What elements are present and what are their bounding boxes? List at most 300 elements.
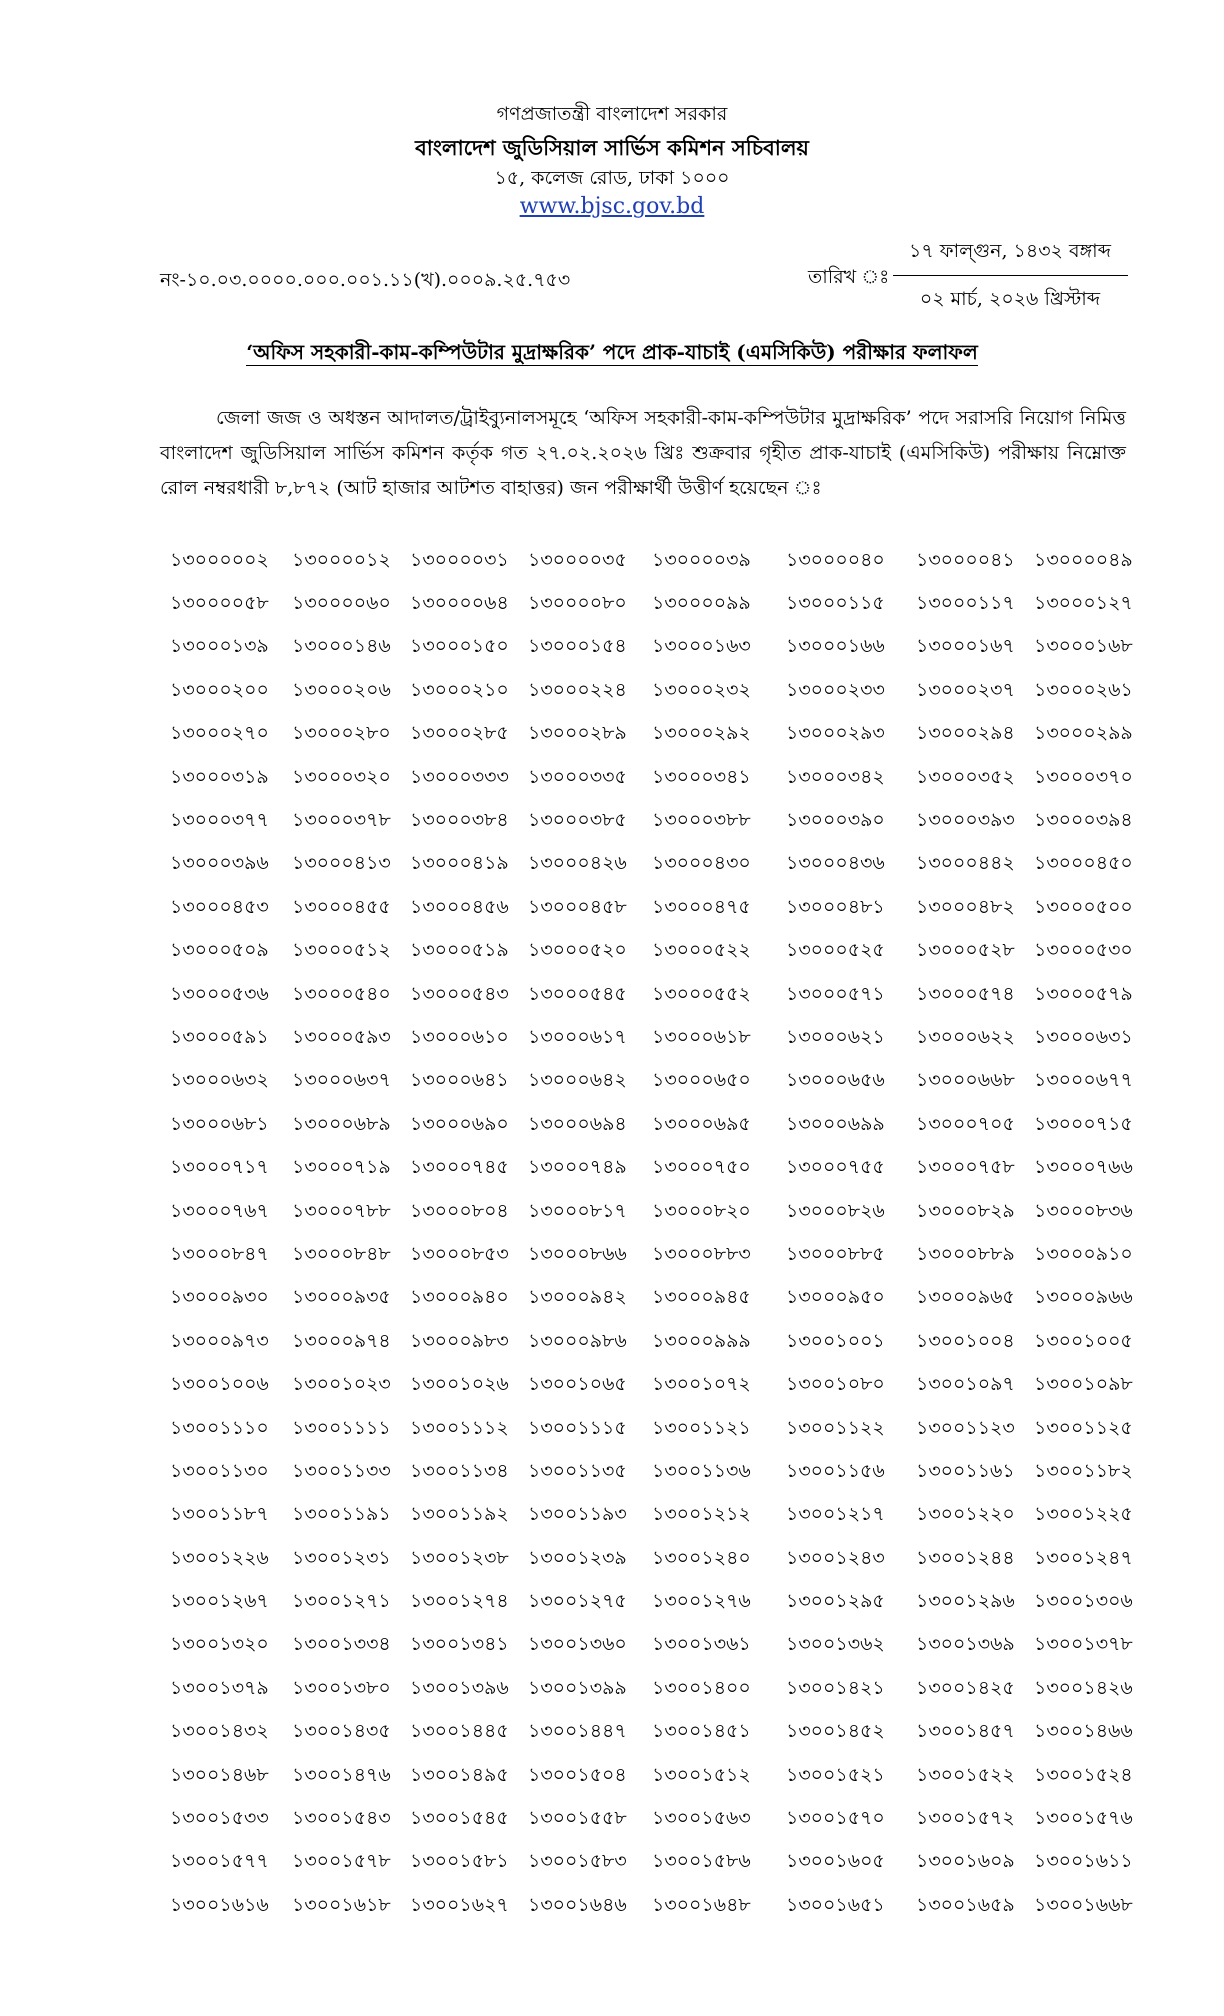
roll-number: ১৩০০১৫২২ — [916, 1763, 1015, 1786]
roll-number: ১৩০০০৩৪২ — [786, 765, 885, 788]
roll-number: ১৩০০১১২৫ — [1034, 1416, 1133, 1439]
roll-number: ১৩০০১৬২৭ — [410, 1893, 509, 1916]
roll-number: ১৩০০০২৭০ — [170, 722, 269, 745]
roll-number: ১৩০০১২৭৬ — [652, 1590, 751, 1613]
roll-number: ১৩০০০৬৯৯ — [786, 1112, 885, 1135]
roll-number: ১৩০০০২৩৭ — [916, 678, 1015, 701]
roll-number: ১৩০০০১৬৭ — [916, 635, 1015, 658]
roll-number: ১৩০০০৫৪০ — [292, 982, 391, 1005]
roll-number: ১৩০০০৭১৭ — [170, 1156, 269, 1179]
roll-number: ১৩০০০৮৮৯ — [916, 1242, 1015, 1265]
roll-row — [170, 800, 1133, 843]
roll-number: ১৩০০১৬১৬ — [170, 1893, 269, 1916]
roll-number: ১৩০০০১১৫ — [786, 592, 885, 615]
roll-number: ১৩০০১০৮০ — [786, 1373, 885, 1396]
roll-number: ১৩০০১২১২ — [652, 1503, 751, 1526]
roll-number: ১৩০০০৬৭৭ — [1034, 1069, 1133, 1092]
roll-number: ১৩০০০২৮৫ — [410, 722, 509, 745]
roll-number: ১৩০০১৩২০ — [170, 1633, 269, 1656]
roll-number: ১৩০০০৫৭৪ — [916, 982, 1015, 1005]
roll-number: ১৩০০০৪৩০ — [652, 852, 751, 875]
roll-number: ১৩০০১২৩১ — [292, 1546, 391, 1569]
roll-row — [170, 1147, 1133, 1190]
roll-number: ১৩০০১১৯৩ — [528, 1503, 627, 1526]
roll-row — [170, 1321, 1133, 1364]
roll-number: ১৩০০০৪৩৬ — [786, 852, 885, 875]
roll-row — [170, 714, 1133, 757]
roll-number: ১৩০০০৯৮৩ — [410, 1329, 509, 1352]
roll-number: ১৩০০০৮৩৬ — [1034, 1199, 1133, 1222]
roll-number: ১৩০০১৫৪৩ — [292, 1807, 391, 1830]
roll-row — [170, 540, 1133, 583]
roll-number: ১৩০০১০৭২ — [652, 1373, 751, 1396]
roll-number: ১৩০০০৩২০ — [292, 765, 391, 788]
intro-paragraph: জেলা জজ ও অধস্তন আদালত/ট্রাইব্যুনালসমূহে ‘অফিস সহকারী-কাম-কম্পিউটার মুদ্রাক্ষরিক’ পদে সরাসরি নিয়োগ নিমিত্ত বাংলাদেশ জুডিসিয়াল সার্ভিস কমিশন কর্তৃক গত ২৭.০২.২০২৬ খ্রিঃ শুক্রবার গৃহীত প্রাক-যাচাই (এমসিকিউ) পরীক্ষায় নিম্নোক্ত রোল নম্বরধারী ৮,৮৭২ (আট হাজার আটশত বাহাত্তর) জন পরীক্ষার্থী উত্তীর্ণ হয়েছেন ঃ — [160, 407, 1126, 499]
roll-number: ১৩০০১০২৬ — [410, 1373, 509, 1396]
roll-row — [170, 1625, 1133, 1668]
roll-number: ১৩০০০০৪৯ — [1034, 548, 1133, 571]
roll-number: ১৩০০০১৬৮ — [1034, 635, 1133, 658]
roll-number: ১৩০০১০০৪ — [916, 1329, 1015, 1352]
roll-number: ১৩০০১৪৩৫ — [292, 1720, 391, 1743]
roll-row — [170, 1364, 1133, 1407]
roll-number: ১৩০০১১৩০ — [170, 1459, 269, 1482]
roll-number: ১৩০০০১৬৩ — [652, 635, 751, 658]
roll-number: ১৩০০০৬৩১ — [1034, 1025, 1133, 1048]
roll-number: ১৩০০০৮০৪ — [410, 1199, 509, 1222]
roll-number: ১৩০০০৯৪০ — [410, 1286, 509, 1309]
roll-row — [170, 1234, 1133, 1277]
roll-number: ১৩০০১০০৬ — [170, 1373, 269, 1396]
roll-number: ১৩০০০৩৩৩ — [410, 765, 509, 788]
roll-number: ১৩০০১৩৬৯ — [916, 1633, 1015, 1656]
roll-number: ১৩০০০২২৪ — [528, 678, 627, 701]
roll-number: ১৩০০১৬৪৮ — [652, 1893, 751, 1916]
roll-number: ১৩০০১৫৭২ — [916, 1807, 1015, 1830]
roll-row — [170, 1842, 1133, 1885]
roll-number: ১৩০০১১৫৬ — [786, 1459, 885, 1482]
roll-number: ১৩০০০০১২ — [292, 548, 391, 571]
roll-number: ১৩০০০৯৫০ — [786, 1286, 885, 1309]
roll-number: ১৩০০০৯৩৫ — [292, 1286, 391, 1309]
roll-number: ১৩০০০১৩৯ — [170, 635, 269, 658]
roll-number: ১৩০০০৯৪৫ — [652, 1286, 751, 1309]
roll-number: ১৩০০০৭০৫ — [916, 1112, 1015, 1135]
roll-row — [170, 1104, 1133, 1147]
roll-number: ১৩০০০৯৩০ — [170, 1286, 269, 1309]
roll-number: ১৩০০১১৯১ — [292, 1503, 391, 1526]
roll-number: ১৩০০১৫১২ — [652, 1763, 751, 1786]
roll-number: ১৩০০০৫৯৩ — [292, 1025, 391, 1048]
roll-number: ১৩০০১৫৭৬ — [1034, 1807, 1133, 1830]
roll-number: ১৩০০০২৩৩ — [786, 678, 885, 701]
roll-number: ১৩০০১৩৩৪ — [292, 1633, 391, 1656]
roll-number: ১৩০০০৬৯৫ — [652, 1112, 751, 1135]
roll-number: ১৩০০১৩০৬ — [1034, 1590, 1133, 1613]
roll-number: ১৩০০০৯৮৬ — [528, 1329, 627, 1352]
roll-number: ১৩০০০২৮০ — [292, 722, 391, 745]
roll-number: ১৩০০০৪৮১ — [786, 895, 885, 918]
roll-number: ১৩০০০১২৭ — [1034, 592, 1133, 615]
roll-number: ১৩০০০৯৬৫ — [916, 1286, 1015, 1309]
roll-number: ১৩০০০২০৬ — [292, 678, 391, 701]
roll-number: ১৩০০০৮১৭ — [528, 1199, 627, 1222]
roll-number: ১৩০০১১১২ — [410, 1416, 509, 1439]
result-title-text: ‘অফিস সহকারী-কাম-কম্পিউটার মুদ্রাক্ষরিক’ পদে প্রাক-যাচাই (এমসিকিউ) পরীক্ষার ফলাফল — [246, 340, 978, 364]
roll-number: ১৩০০০৬৩২ — [170, 1069, 269, 1092]
roll-number: ১৩০০০৪১৩ — [292, 852, 391, 875]
roll-number: ১৩০০০৭৬৬ — [1034, 1156, 1133, 1179]
roll-number: ১৩০০০৮৮৩ — [652, 1242, 751, 1265]
roll-number: ১৩০০১৪৩২ — [170, 1720, 269, 1743]
roll-row — [170, 1061, 1133, 1104]
roll-number: ১৩০০১২৭৫ — [528, 1590, 627, 1613]
roll-number: ১৩০০০৬৯০ — [410, 1112, 509, 1135]
result-title — [0, 338, 1224, 371]
roll-number: ১৩০০০৪২৬ — [528, 852, 627, 875]
roll-number: ১৩০০১১২৩ — [916, 1416, 1015, 1439]
roll-number: ১৩০০০৮২০ — [652, 1199, 751, 1222]
roll-number: ১৩০০১৪৭৬ — [292, 1763, 391, 1786]
roll-number: ১৩০০০২৯৩ — [786, 722, 885, 745]
roll-number: ১৩০০০৫১২ — [292, 939, 391, 962]
roll-number: ১৩০০১১৩৩ — [292, 1459, 391, 1482]
roll-number: ১৩০০০৪৫৬ — [410, 895, 509, 918]
roll-number: ১৩০০১১৩৬ — [652, 1459, 751, 1482]
roll-number: ১৩০০০৪১৯ — [410, 852, 509, 875]
roll-number: ১৩০০০৫০০ — [1034, 895, 1133, 918]
roll-number: ১৩০০১১৮২ — [1034, 1459, 1133, 1482]
roll-number: ১৩০০১৪২৫ — [916, 1676, 1015, 1699]
roll-number: ১৩০০০১৫০ — [410, 635, 509, 658]
roll-row — [170, 1581, 1133, 1624]
roll-number: ১৩০০১৩৪১ — [410, 1633, 509, 1656]
roll-number: ১৩০০০২৯৯ — [1034, 722, 1133, 745]
roll-number: ১৩০০০৬৪১ — [410, 1069, 509, 1092]
roll-number: ১৩০০০৪৫০ — [1034, 852, 1133, 875]
roll-number: ১৩০০১২২০ — [916, 1503, 1015, 1526]
roll-number: ১৩০০১২৬৭ — [170, 1590, 269, 1613]
roll-number: ১৩০০০৫৯১ — [170, 1025, 269, 1048]
roll-number: ১৩০০১২৪৪ — [916, 1546, 1015, 1569]
roll-row — [170, 887, 1133, 930]
roll-number: ১৩০০১৪৯৫ — [410, 1763, 509, 1786]
roll-number: ১৩০০১২১৭ — [786, 1503, 885, 1526]
roll-number: ১৩০০১১১৫ — [528, 1416, 627, 1439]
memo-number: নং-১০.০৩.০০০০.০০০.০০১.১১(খ).০০০৯.২৫.৭৫৩ — [160, 269, 571, 291]
roll-number: ১৩০০০৩৮৪ — [410, 809, 509, 832]
roll-number: ১৩০০১৪২৬ — [1034, 1676, 1133, 1699]
roll-number: ১৩০০০৩৯৬ — [170, 852, 269, 875]
roll-number: ১৩০০০২০০ — [170, 678, 269, 701]
roll-number: ১৩০০০১৪৬ — [292, 635, 391, 658]
roll-number: ১৩০০১৫২১ — [786, 1763, 885, 1786]
roll-number: ১৩০০০৯৭৩ — [170, 1329, 269, 1352]
roll-number: ১৩০০১২৪৩ — [786, 1546, 885, 1569]
roll-number: ১৩০০০৩৫২ — [916, 765, 1015, 788]
roll-number: ১৩০০০৬৩৭ — [292, 1069, 391, 1092]
roll-number: ১৩০০১৪৬৮ — [170, 1763, 269, 1786]
roll-number: ১৩০০০০৬০ — [292, 592, 391, 615]
roll-row — [170, 1191, 1133, 1234]
roll-number: ১৩০০০৩৪১ — [652, 765, 751, 788]
roll-number: ১৩০০১৩৯৬ — [410, 1676, 509, 1699]
roll-number: ১৩০০০০৬৪ — [410, 592, 509, 615]
roll-number: ১৩০০১০৬৫ — [528, 1373, 627, 1396]
roll-number: ১৩০০০০৯৯ — [652, 592, 751, 615]
roll-number: ১৩০০০৬১৮ — [652, 1025, 751, 1048]
roll-number: ১৩০০১২৭১ — [292, 1590, 391, 1613]
roll-number: ১৩০০০৭৫০ — [652, 1156, 751, 1179]
roll-number: ১৩০০০৫৭১ — [786, 982, 885, 1005]
date-bangla: ১৭ ফাল্গুন, ১৪৩২ বঙ্গাব্দ — [909, 240, 1111, 262]
roll-number: ১৩০০১৩৮০ — [292, 1676, 391, 1699]
roll-number: ১৩০০১৫৭৭ — [170, 1850, 269, 1873]
roll-number: ১৩০০১৬৫১ — [786, 1893, 885, 1916]
roll-number: ১৩০০০৫৩০ — [1034, 939, 1133, 962]
roll-number: ১৩০০১৫৮৩ — [528, 1850, 627, 1873]
roll-row — [170, 844, 1133, 887]
roll-number: ১৩০০১২২৬ — [170, 1546, 269, 1569]
roll-number: ১৩০০০৩৯৩ — [916, 809, 1015, 832]
roll-number: ১৩০০১২৩৯ — [528, 1546, 627, 1569]
office-name: বাংলাদেশ জুডিসিয়াল সার্ভিস কমিশন সচিবালয় — [415, 135, 809, 160]
roll-number: ১৩০০১১১১ — [292, 1416, 391, 1439]
roll-number: ১৩০০০৯৯৯ — [652, 1329, 751, 1352]
roll-number: ১৩০০০০৫৮ — [170, 592, 269, 615]
roll-number: ১৩০০০৬৫৬ — [786, 1069, 885, 1092]
roll-number: ১৩০০০৩৮৫ — [528, 809, 627, 832]
roll-number: ১৩০০০৫৩৬ — [170, 982, 269, 1005]
roll-number: ১৩০০১০০১ — [786, 1329, 885, 1352]
roll-number: ১৩০০১৪৫৭ — [916, 1720, 1015, 1743]
roll-number: ১৩০০০৮৫৩ — [410, 1242, 509, 1265]
roll-number: ১৩০০০১৫৪ — [528, 635, 627, 658]
roll-row — [170, 931, 1133, 974]
roll-row — [170, 1495, 1133, 1538]
roll-number: ১৩০০১৪০০ — [652, 1676, 751, 1699]
roll-number: ১৩০০১৩৭৯ — [170, 1676, 269, 1699]
roll-number: ১৩০০০৩৭০ — [1034, 765, 1133, 788]
roll-number: ১৩০০০২৯২ — [652, 722, 751, 745]
roll-row — [170, 1755, 1133, 1798]
roll-number: ১৩০০০০৩১ — [410, 548, 509, 571]
roll-number: ১৩০০০৮৪৮ — [292, 1242, 391, 1265]
roll-number: ১৩০০০০০২ — [170, 548, 269, 571]
roll-number: ১৩০০০৫২৮ — [916, 939, 1015, 962]
roll-number: ১৩০০০৫৪৫ — [528, 982, 627, 1005]
roll-row — [170, 1408, 1133, 1451]
roll-number: ১৩০০১২৪০ — [652, 1546, 751, 1569]
roll-number: ১৩০০০৭৪৯ — [528, 1156, 627, 1179]
roll-number: ১৩০০০৭৬৭ — [170, 1199, 269, 1222]
roll-number: ১৩০০১৬৪৬ — [528, 1893, 627, 1916]
roll-row — [170, 583, 1133, 626]
roll-row — [170, 1451, 1133, 1494]
roll-number: ১৩০০১৩৬২ — [786, 1633, 885, 1656]
roll-number: ১৩০০০৭১৫ — [1034, 1112, 1133, 1135]
roll-number: ১৩০০০৬৯৪ — [528, 1112, 627, 1135]
roll-row — [170, 670, 1133, 713]
roll-number: ১৩০০০৫১৯ — [410, 939, 509, 962]
roll-number: ১৩০০০৯৪২ — [528, 1286, 627, 1309]
roll-number: ১৩০০১৬১১ — [1034, 1850, 1133, 1873]
roll-number: ১৩০০১২৭৪ — [410, 1590, 509, 1613]
roll-number: ১৩০০১৬১৮ — [292, 1893, 391, 1916]
roll-number: ১৩০০১১৩৫ — [528, 1459, 627, 1482]
roll-number: ১৩০০১৬০৯ — [916, 1850, 1015, 1873]
roll-number: ১৩০০০০৪১ — [916, 548, 1015, 571]
roll-number: ১৩০০১০৯৮ — [1034, 1373, 1133, 1396]
roll-number: ১৩০০১২৪৭ — [1034, 1546, 1133, 1569]
roll-number: ১৩০০১২৯৫ — [786, 1590, 885, 1613]
roll-number: ১৩০০০৩৯৪ — [1034, 809, 1133, 832]
roll-number: ১৩০০১৩৯৯ — [528, 1676, 627, 1699]
roll-number: ১৩০০১০০৫ — [1034, 1329, 1133, 1352]
roll-number: ১৩০০০৪৫৩ — [170, 895, 269, 918]
roll-number: ১৩০০১৫৭৮ — [292, 1850, 391, 1873]
roll-number: ১৩০০০১৬৬ — [786, 635, 885, 658]
roll-number: ১৩০০১৪৫২ — [786, 1720, 885, 1743]
roll-number: ১৩০০১৫৫৮ — [528, 1807, 627, 1830]
roll-number-grid — [170, 540, 1133, 1929]
roll-number: ১৩০০০৬১০ — [410, 1025, 509, 1048]
website-line — [0, 194, 1224, 219]
roll-number: ১৩০০০৩৮৮ — [652, 809, 751, 832]
roll-number: ১৩০০০৫২২ — [652, 939, 751, 962]
roll-number: ১৩০০১৪৬৬ — [1034, 1720, 1133, 1743]
roll-number: ১৩০০১৪২১ — [786, 1676, 885, 1699]
roll-number: ১৩০০১২২৫ — [1034, 1503, 1133, 1526]
roll-row — [170, 627, 1133, 670]
roll-number: ১৩০০১৪৫১ — [652, 1720, 751, 1743]
roll-number: ১৩০০১৫৩৩ — [170, 1807, 269, 1830]
roll-number: ১৩০০০৫৫২ — [652, 982, 751, 1005]
roll-row — [170, 757, 1133, 800]
roll-number: ১৩০০১৫২৪ — [1034, 1763, 1133, 1786]
roll-number: ১৩০০০০৩৫ — [528, 548, 627, 571]
roll-number: ১৩০০০৭৮৮ — [292, 1199, 391, 1222]
date-label: তারিখ ঃ — [808, 266, 890, 288]
roll-number: ১৩০০১২৯৬ — [916, 1590, 1015, 1613]
roll-number: ১৩০০০৫৭৯ — [1034, 982, 1133, 1005]
roll-number: ১৩০০০০৮০ — [528, 592, 627, 615]
roll-number: ১৩০০০৩৩৫ — [528, 765, 627, 788]
roll-number: ১৩০০০২৯৪ — [916, 722, 1015, 745]
roll-number: ১৩০০০৭৪৫ — [410, 1156, 509, 1179]
roll-row — [170, 1538, 1133, 1581]
roll-number: ১৩০০০৮৮৫ — [786, 1242, 885, 1265]
date-english: ০২ মার্চ, ২০২৬ খ্রিস্টাব্দ — [919, 288, 1101, 310]
roll-number: ১৩০০০৬৮১ — [170, 1112, 269, 1135]
roll-number: ১৩০০১১৩৪ — [410, 1459, 509, 1482]
roll-number: ১৩০০১৫০৪ — [528, 1763, 627, 1786]
roll-number: ১৩০০১১২২ — [786, 1416, 885, 1439]
roll-number: ১৩০০০৩১৯ — [170, 765, 269, 788]
roll-number: ১৩০০০৬৬৮ — [916, 1069, 1015, 1092]
roll-number: ১৩০০১৫৭০ — [786, 1807, 885, 1830]
website-link[interactable]: www.bjsc.gov.bd — [519, 194, 705, 219]
roll-number: ১৩০০০৩৭৭ — [170, 809, 269, 832]
roll-number: ১৩০০০৯১০ — [1034, 1242, 1133, 1265]
roll-number: ১৩০০১৫৪৫ — [410, 1807, 509, 1830]
roll-number: ১৩০০০৫২০ — [528, 939, 627, 962]
roll-row — [170, 974, 1133, 1017]
roll-number: ১৩০০০৬৫০ — [652, 1069, 751, 1092]
roll-number: ১৩০০০৪৫৮ — [528, 895, 627, 918]
roll-number: ১৩০০১৫৮১ — [410, 1850, 509, 1873]
roll-number: ১৩০০১১৯২ — [410, 1503, 509, 1526]
roll-number: ১৩০০১৫৬৩ — [652, 1807, 751, 1830]
roll-number: ১৩০০০৭১৯ — [292, 1156, 391, 1179]
roll-number: ১৩০০০৫২৫ — [786, 939, 885, 962]
roll-number: ১৩০০০২৩২ — [652, 678, 751, 701]
roll-number: ১৩০০০৮৬৬ — [528, 1242, 627, 1265]
roll-number: ১৩০০১৩৭৮ — [1034, 1633, 1133, 1656]
roll-row — [170, 1278, 1133, 1321]
roll-number: ১৩০০০৬৪২ — [528, 1069, 627, 1092]
roll-row — [170, 1798, 1133, 1841]
roll-row — [170, 1668, 1133, 1711]
roll-number: ১৩০০১১৮৭ — [170, 1503, 269, 1526]
roll-number: ১৩০০১৬৫৯ — [916, 1893, 1015, 1916]
roll-number: ১৩০০০৯৬৬ — [1034, 1286, 1133, 1309]
roll-number: ১৩০০০৪৫৫ — [292, 895, 391, 918]
roll-row — [170, 1712, 1133, 1755]
government-name: গণপ্রজাতন্ত্রী বাংলাদেশ সরকার — [496, 103, 728, 125]
office-address: ১৫, কলেজ রোড, ঢাকা ১০০০ — [494, 167, 730, 189]
roll-number: ১৩০০০৭৫৮ — [916, 1156, 1015, 1179]
roll-number: ১৩০০০৭৫৫ — [786, 1156, 885, 1179]
roll-number: ১৩০০০৮২৬ — [786, 1199, 885, 1222]
roll-number: ১৩০০০২৮৯ — [528, 722, 627, 745]
roll-number: ১৩০০১১১০ — [170, 1416, 269, 1439]
roll-number: ১৩০০১১২১ — [652, 1416, 751, 1439]
roll-number: ১৩০০১৬০৫ — [786, 1850, 885, 1873]
roll-number: ১৩০০০৩৯০ — [786, 809, 885, 832]
roll-number: ১৩০০১৫৮৬ — [652, 1850, 751, 1873]
roll-number: ১৩০০১০২৩ — [292, 1373, 391, 1396]
roll-number: ১৩০০০৫৪৩ — [410, 982, 509, 1005]
roll-number: ১৩০০১৬৬৮ — [1034, 1893, 1133, 1916]
roll-number: ১৩০০১৪৪৫ — [410, 1720, 509, 1743]
roll-number: ১৩০০০৬২১ — [786, 1025, 885, 1048]
roll-number: ১৩০০০১১৭ — [916, 592, 1015, 615]
roll-number: ১৩০০০৪৭৫ — [652, 895, 751, 918]
roll-row — [170, 1017, 1133, 1060]
date-divider — [893, 275, 1128, 276]
roll-number: ১৩০০০২১০ — [410, 678, 509, 701]
roll-number: ১৩০০০৯৭৪ — [292, 1329, 391, 1352]
roll-number: ১৩০০০৪৪২ — [916, 852, 1015, 875]
roll-number: ১৩০০১৩৬০ — [528, 1633, 627, 1656]
roll-number: ১৩০০০৬২২ — [916, 1025, 1015, 1048]
roll-number: ১৩০০১২৩৮ — [410, 1546, 509, 1569]
roll-number: ১৩০০০৮৪৭ — [170, 1242, 269, 1265]
roll-number: ১৩০০১৩৬১ — [652, 1633, 751, 1656]
roll-number: ১৩০০০৬১৭ — [528, 1025, 627, 1048]
roll-number: ১৩০০০৮২৯ — [916, 1199, 1015, 1222]
roll-number: ১৩০০০৪৮২ — [916, 895, 1015, 918]
roll-number: ১৩০০১০৯৭ — [916, 1373, 1015, 1396]
roll-row — [170, 1885, 1133, 1928]
roll-number: ১৩০০১১৬১ — [916, 1459, 1015, 1482]
roll-number: ১৩০০০০৩৯ — [652, 548, 751, 571]
roll-number: ১৩০০০৫০৯ — [170, 939, 269, 962]
roll-number: ১৩০০০৩৭৮ — [292, 809, 391, 832]
roll-number: ১৩০০০৬৮৯ — [292, 1112, 391, 1135]
roll-number: ১৩০০০২৬১ — [1034, 678, 1133, 701]
